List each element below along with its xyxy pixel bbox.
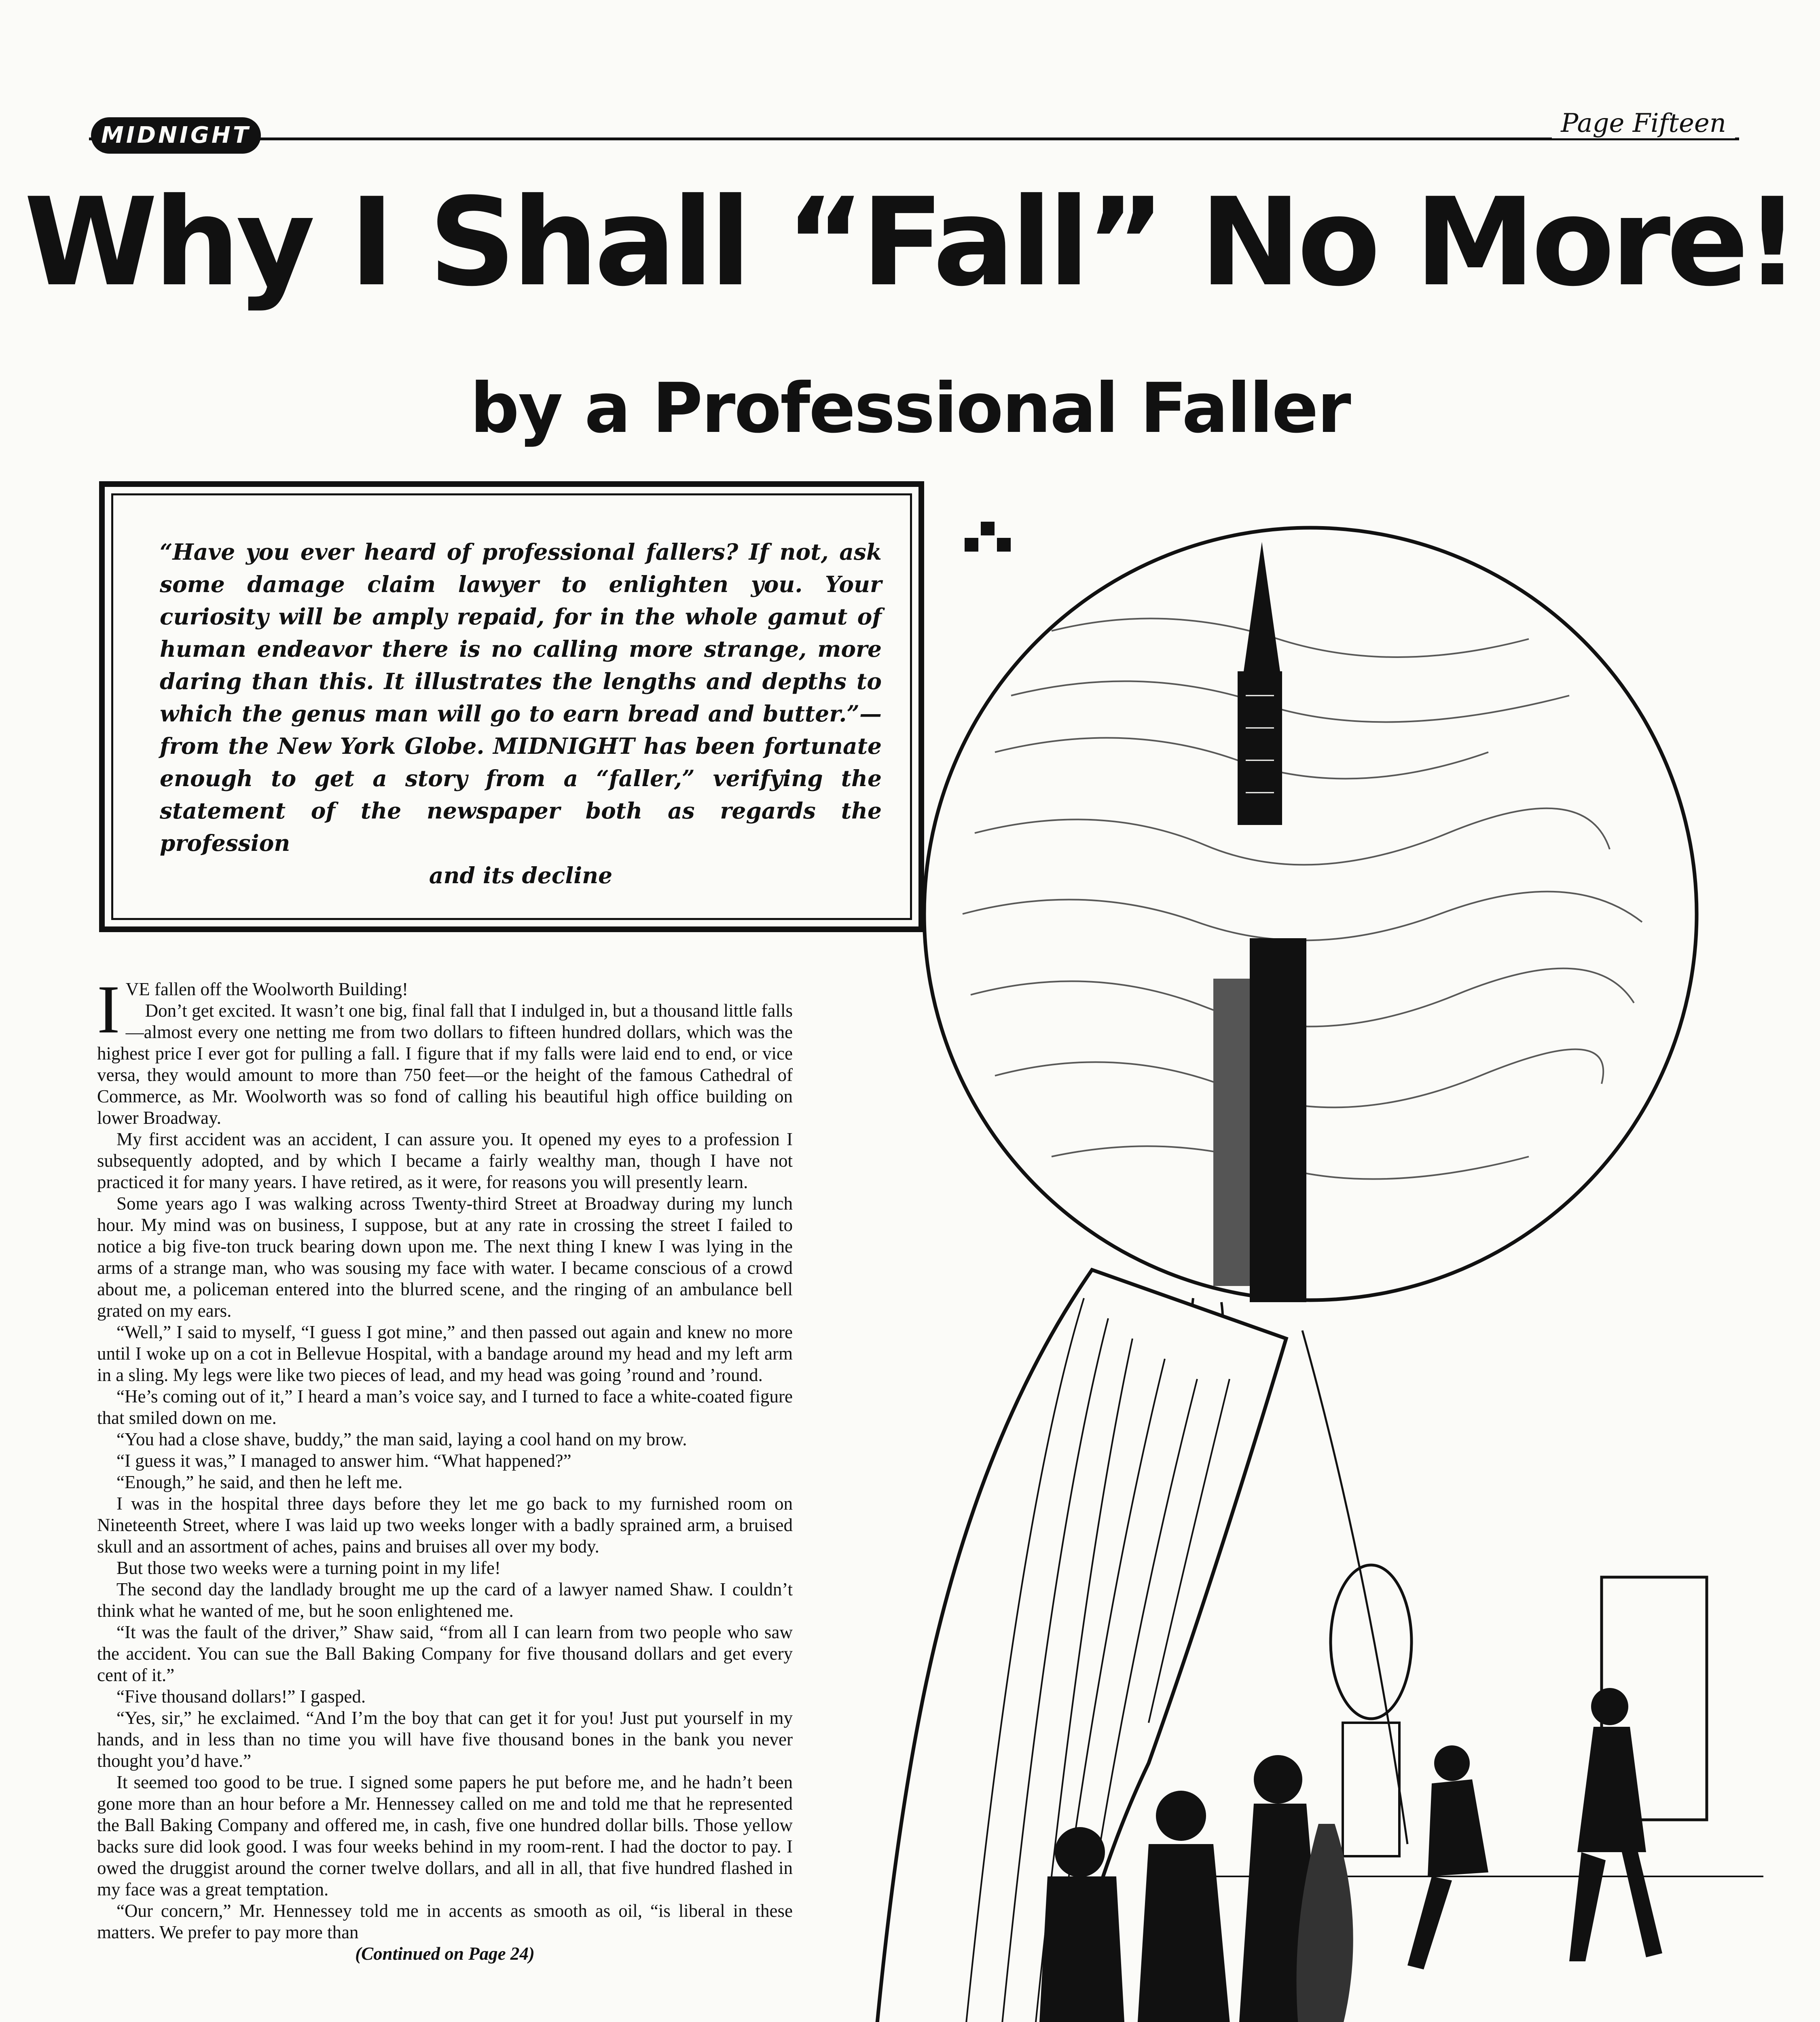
article-paragraph: “Five thousand dollars!” I gasped. — [116, 1686, 366, 1707]
article-paragraph: “Our concern,” Mr. Hennessey told me in accents as smooth as oil, “is liberal in these matters. We prefer to pay more than — [97, 1901, 793, 1942]
article-paragraph: VE fallen off the Woolworth Building! — [125, 979, 408, 999]
article-paragraph: “Yes, sir,” he exclaimed. “And I’m the boy that can get it for you! Just put yourself in my hands, and in less than no time you will have five thousand bones in the bank you never thought you’d have.” — [97, 1708, 793, 1771]
skyscraper-vignette — [924, 528, 1697, 1302]
article-paragraph: My first accident was an accident, I can assure you. It opened my eyes to a profession I subsequently adopted, and by which I became a fairly wealthy man, though I have not practiced it for many years. I have retired, as it were, for reasons you will presently learn. — [97, 1129, 793, 1192]
header-rule — [89, 137, 1739, 140]
article-paragraph: It seemed too good to be true. I signed some papers he put before me, and he hadn’t been gone more than an hour before a Mr. Hennessey called on me and told me that he represented the Ball Baking Company and offered me, in cash, five one hundred dollar bills. Those yellow backs sure did look good. I was four weeks behind in my room-rent. I had the doctor to pay. I owed the druggist around the corner twelve dollars, and all in all, that five hundred flashed in my face was a great temptation. — [97, 1772, 793, 1899]
intro-text: “Have you ever heard of professional fallers? If not, ask some damage claim lawyer to enlighten you. Your curiosity will be amply repaid, for in the whole gamut of human endeavor there is no calling more strange, more daring than this. It illustrates the lengths and depths to which the genus man will go to earn bread and butter.”—from the New York Globe. MIDNIGHT has been fortunate enough to get a story from a “faller,” verifying the statement of the newspaper both as regards the profession — [160, 539, 882, 856]
article-paragraph: “It was the fault of the driver,” Shaw said, “from all I can learn from two people who saw the accident. You can sue the Ball Baking Company for five thousand dollars and get every cent of it.” — [97, 1622, 793, 1685]
article-paragraph: Don’t get excited. It wasn’t one big, final fall that I indulged in, but a thousand little falls—almost every one netting me from two dollars to fifteen hundred dollars, which was the highest price I ever got for pulling a fall. I figure that if my falls were laid end to end, or vice versa, they would amount to more than 750 feet—or the height of the famous Cathedral of Commerce, as Mr. Woolworth was so fond of calling his beautiful high office building on lower Broadway. — [97, 1000, 793, 1128]
midnight-logo — [91, 117, 261, 154]
page-number: Page Fifteen — [1552, 108, 1735, 140]
article-paragraph: “Well,” I said to myself, “I guess I got mine,” and then passed out again and knew no more until I woke up on a cot in Bellevue Hospital, with a bandage around my head and my left arm in a sling. My legs were like two pieces of lead, and my head was going ’round and ’round. — [97, 1322, 793, 1385]
article-illustration — [841, 469, 1763, 2022]
article-paragraph: But those two weeks were a turning point in my life! — [116, 1558, 501, 1578]
ornament-icon — [965, 522, 1011, 552]
article-paragraph: “He’s coming out of it,” I heard a man’s voice say, and I turned to face a white-coated figure that smiled down on me. — [97, 1386, 793, 1428]
article-title: Why I Shall “Fall” No More! — [24, 172, 1796, 313]
article-paragraph: “I guess it was,” I managed to answer him. “What happened?” — [116, 1451, 571, 1471]
article-paragraph: The second day the landlady brought me up the card of a lawyer named Shaw. I couldn’t think what he wanted of me, but he soon enlightened me. — [97, 1579, 793, 1621]
intro-box-inner — [111, 493, 912, 920]
intro-box — [99, 481, 924, 932]
article-body — [97, 979, 793, 2022]
article-byline: by a Professional Faller — [470, 368, 1350, 448]
intro-last-line: and its decline — [429, 862, 613, 888]
drop-cap: I — [97, 979, 120, 1047]
article-paragraph: I was in the hospital three days before they let me go back to my furnished room on Nineteenth Street, where I was laid up two weeks longer with a badly sprained arm, a bruised skull and an assortment of aches, pains and bruises all over my body. — [97, 1493, 793, 1557]
article-paragraph: “Enough,” he said, and then he left me. — [116, 1472, 403, 1492]
article-paragraph: Some years ago I was walking across Twenty-third Street at Broadway during my lunch hour. My mind was on business, I suppose, but at any rate in crossing the street I failed to notice a big five-ton truck bearing down upon me. The next thing I knew I was lying in the arms of a strange man, who was sousing my face with water. I became conscious of a crowd about me, a policeman entered into the blurred scene, and the ringing of an ambulance bell grated on my ears. — [97, 1193, 793, 1321]
logo-text: MIDNIGHT — [101, 122, 251, 148]
article-paragraph: “You had a close shave, buddy,” the man said, laying a cool hand on my brow. — [116, 1429, 687, 1449]
continued-note: (Continued on Page 24) — [355, 1944, 535, 1964]
